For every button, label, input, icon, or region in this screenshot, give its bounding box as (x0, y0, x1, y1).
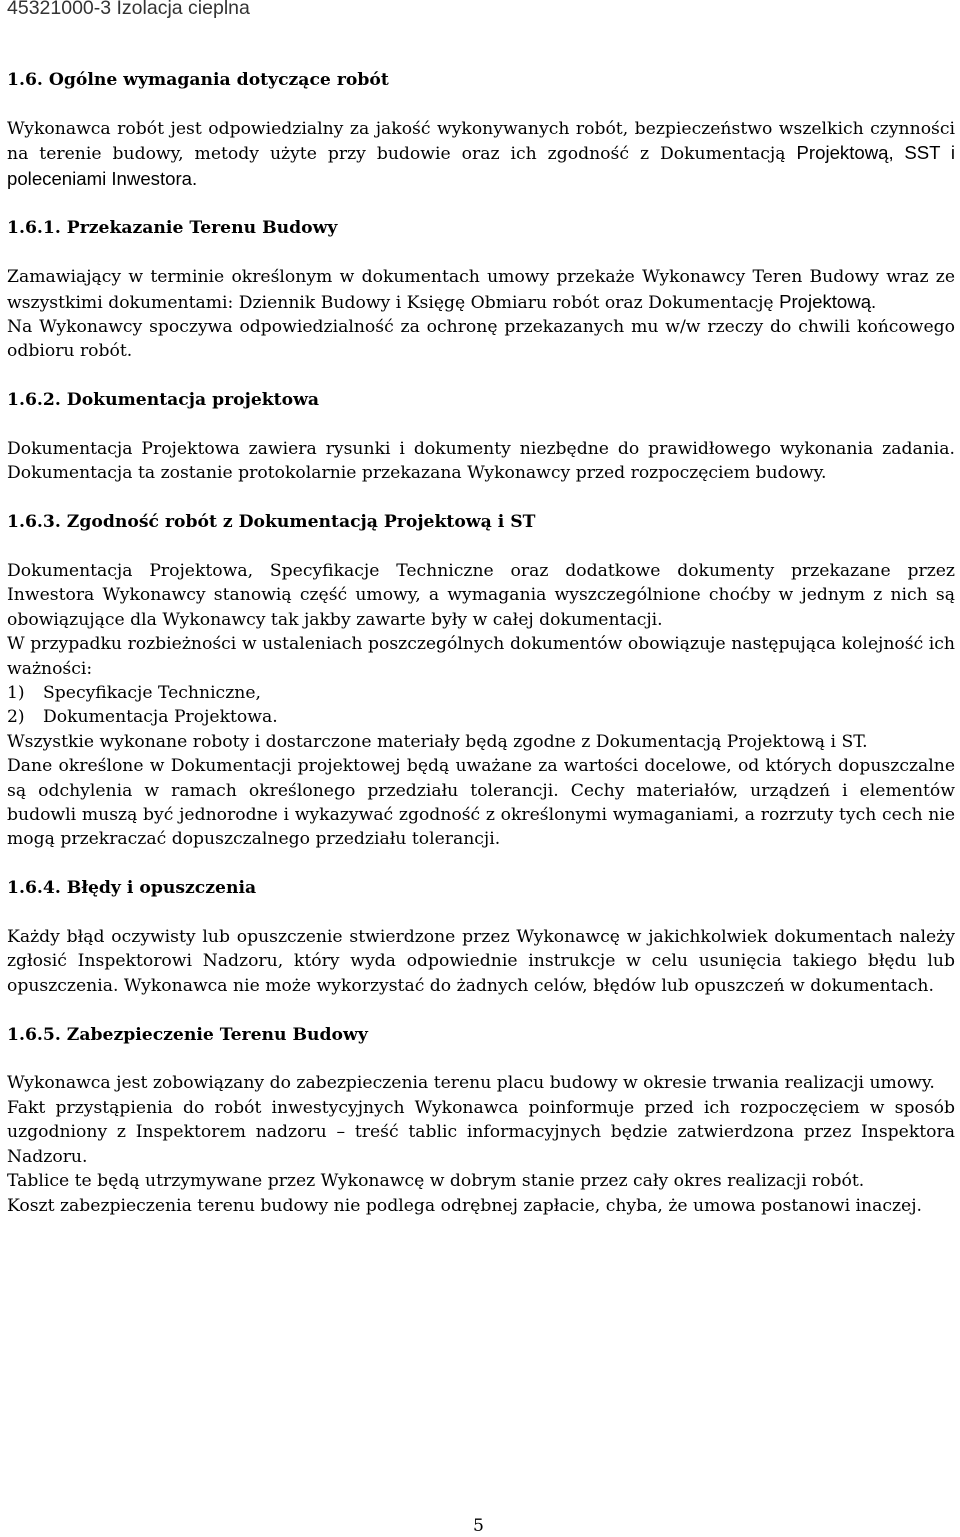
list-item: 2) Dokumentacja Projektowa. (7, 707, 278, 728)
paragraph: Zamawiający w terminie określonym w dokumentach umowy przekaże Wykonawcy Teren Budowy wraz ze wszystkimi dokumentami: Dziennik Budowy i Księgę Obmiaru robót oraz Dokumentację Projektową. (7, 267, 955, 313)
paragraph: Każdy błąd oczywisty lub opuszczenie stwierdzone przez Wykonawcę w jakichkolwiek dokumentach należy zgłosić Inspektorowi Nadzoru, który wyda odpowiednie instrukcje w celu usunięcia takiego błędu lub opuszczenia. Wykonawca nie może wykorzystać do żadnych celów, błędów lub opuszczeń w dokumentach. (7, 927, 955, 996)
page-number: 5 (473, 1516, 484, 1536)
subsection-heading-4: 1.6.4. Błędy i opuszczenia (7, 878, 257, 899)
paragraph: Koszt zabezpieczenia terenu budowy nie podlega odrębnej zapłacie, chyba, że umowa postanowi inaczej. (7, 1195, 923, 1216)
paragraph: Dokumentacja Projektowa zawiera rysunki i dokumenty niezbędne do prawidłowego wykonania zadania. Dokumentacja ta zostanie protokolarnie przekazana Wykonawcy przed rozpoczęciem budowy. (7, 439, 955, 484)
list-item: 1) Specyfikacje Techniczne, (7, 683, 261, 704)
paragraph: Fakt przystąpienia do robót inwestycyjnych Wykonawca poinformuje przed ich rozpoczęciem w sposób uzgodniony z Inspektorem nadzoru – treść tablic informacyjnych będzie zatwierdzona przez Inspektora Nadzoru. (7, 1097, 955, 1167)
paragraph: Wszystkie wykonane roboty i dostarczone materiały będą zgodne z Dokumentacją Projektową i ST. (7, 731, 868, 752)
subsection-heading-3: 1.6.3. Zgodność robót z Dokumentacją Projektową i ST (7, 512, 536, 533)
paragraph: Na Wykonawcy spoczywa odpowiedzialność za ochronę przekazanych mu w/w rzeczy do chwili końcowego odbioru robót. (7, 317, 955, 362)
section-heading: 1.6. Ogólne wymagania dotyczące robót (7, 70, 389, 90)
paragraph: Wykonawca jest zobowiązany do zabezpieczenia terenu placu budowy w okresie trwania realizacji umowy. (7, 1073, 935, 1094)
running-header: 45321000-3 Izolacja cieplna (7, 0, 250, 19)
subsection-heading-1: 1.6.1. Przekazanie Terenu Budowy (7, 218, 338, 239)
paragraph: Dane określone w Dokumentacji projektowej będą uważane za wartości docelowe, od których dopuszczalne są odchylenia w ramach określonego przedziału tolerancji. Cechy materiałów, urządzeń i elementów budowli muszą być jednorodne i wykazywać zgodność z określonymi wymaganiami, a rozrzuty tych cech nie mogą przekraczać dopuszczalnego przedziału tolerancji. (7, 756, 955, 850)
subsection-heading-2: 1.6.2. Dokumentacja projektowa (7, 390, 320, 411)
paragraph: Dokumentacja Projektowa, Specyfikacje Techniczne oraz dodatkowe dokumenty przekazane przez Inwestora Wykonawcy stanowią część umowy, a wymagania wyszczególnione choćby w jednym z nich są obowiązujące dla Wykonawcy tak jakby zawarte były w całej dokumentacji. (7, 561, 955, 630)
paragraph: W przypadku rozbieżności w ustaleniach poszczególnych dokumentów obowiązuje następująca kolejność ich ważności: (7, 634, 955, 679)
document-body (7, 68, 955, 1218)
section-intro: Wykonawca robót jest odpowiedzialny za jakość wykonywanych robót, bezpieczeństwo wszelkich czynności na terenie budowy, metody użyte przy budowie oraz ich zgodność z Dokumentacją Projektową, SST i poleceniami Inwestora. (7, 118, 956, 189)
subsection-heading-5: 1.6.5. Zabezpieczenie Terenu Budowy (7, 1024, 368, 1045)
paragraph: Tablice te będą utrzymywane przez Wykonawcę w dobrym stanie przez cały okres realizacji robót. (7, 1171, 865, 1192)
